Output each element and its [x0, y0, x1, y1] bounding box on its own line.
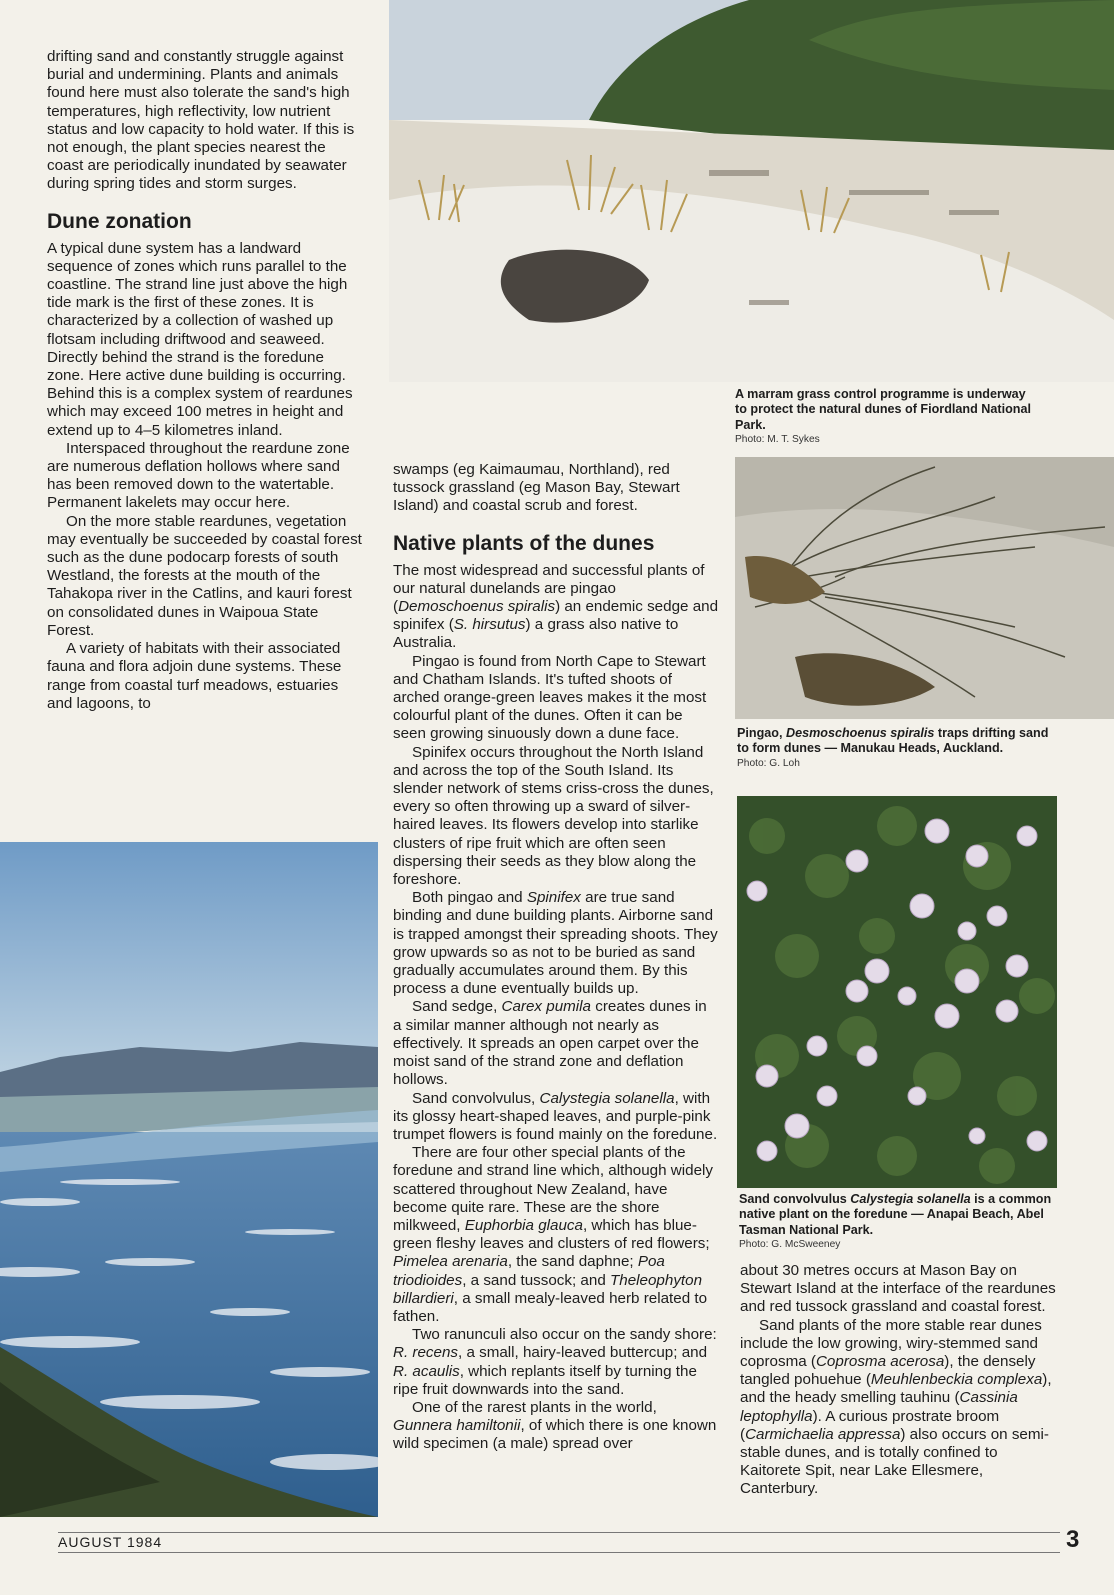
species-name: S. hirsutus — [453, 616, 526, 634]
paragraph — [393, 562, 719, 653]
marram-dunes-image — [389, 0, 1114, 382]
text-run: One of the rarest plants in the world, — [412, 1398, 657, 1416]
species-name: Calystegia solanella — [850, 1192, 971, 1206]
text-run: Pingao, — [737, 726, 786, 740]
pingao-image — [735, 457, 1114, 719]
species-name: Carex pumila — [501, 998, 591, 1016]
photo-credit: Photo: G. Loh — [737, 757, 800, 769]
paragraph: Interspaced throughout the reardune zone are numerous deflation hollows where sand has been removed down to the watertable. Permanent lakelets may occur here. — [47, 439, 350, 512]
footer-date: AUGUST 1984 — [58, 1534, 163, 1550]
paragraph — [393, 998, 719, 1089]
text-run: Sand plants of the more stable rear dunes include the low growing, wiry-stemmed sand coprosma ( — [740, 1316, 1042, 1371]
text-run: Sand sedge, — [412, 998, 502, 1016]
photo-credit: Photo: M. T. Sykes — [735, 434, 820, 446]
species-name: Desmoschoenus spiralis — [785, 726, 935, 740]
text-run: ), and the heady smelling tauhinu ( — [740, 1371, 1052, 1407]
paragraph: A variety of habitats with their associated fauna and flora adjoin dune systems. These range from coastal turf meadows, estuaries and lagoons, to — [47, 640, 342, 712]
species-name: Euphorbia glauca — [464, 1216, 583, 1234]
species-name: Gunnera hamiltonii — [393, 1417, 521, 1435]
text-run: Both pingao and — [412, 889, 527, 907]
text-run: The most widespread and successful plants of our natural dunelands are pingao ( — [393, 561, 705, 616]
photo-pingao — [735, 457, 1114, 719]
paragraph — [393, 1399, 719, 1454]
photo-marram-dunes — [389, 0, 1114, 382]
text-run: ) also occurs on semi-stable dunes, and is totally confined to Kaitorete Spit, near Lake Ellesmere, Canterbury. — [740, 1425, 1049, 1498]
paragraph — [393, 889, 719, 998]
text-run: Sand convolvulus, — [412, 1089, 540, 1107]
heading-dune-zonation: Dune zonation — [47, 209, 192, 233]
photo-coastline-aerial — [0, 842, 378, 1517]
paragraph: Spinifex occurs throughout the North Island and across the top of the South Island. Its slender network of stems criss-cross the dunes, every so often throwing up a sward of silver-haired leaves. Its flowers develop into starlike clusters of ripe fruit which are often seen dispersing their seeds as they blow along the foreshore. — [393, 743, 714, 889]
paragraph: about 30 metres occurs at Mason Bay on Stewart Island at the interface of the reardunes and red tussock grassland and coastal forest. — [740, 1262, 1056, 1316]
text-run: ) a grass also native to Australia. — [393, 616, 679, 652]
heading-native-plants: Native plants of the dunes — [393, 531, 655, 555]
text-run: Two ranunculi also occur on the sandy shore: — [412, 1326, 717, 1344]
species-name: Carmichaelia appressa — [745, 1425, 901, 1443]
paragraph: A typical dune system has a landward sequence of zones which runs parallel to the coastline. The strand line just above the high tide mark is the first of these zones. It is characterized by a collection of washed up flotsam including driftwood and seaweed. Directly behind the strand is the foredune zone. Here active dune building is occurring. Behind this is a complex system of reardunes which may exceed 100 metres in height and extend up to 4–5 kilometres inland. — [47, 239, 353, 439]
coastline-image — [0, 842, 378, 1517]
photo-credit: Photo: G. McSweeney — [739, 1239, 841, 1251]
text-run: are true sand binding and dune building plants. Airborne sand is trapped amongst their spreading shoots. They grow upwards so as not to be buried as sand gradually accumulates around them. By this process a dune eventually builds up. — [393, 889, 718, 998]
column-3 — [740, 1262, 1062, 1499]
paragraph: On the more stable reardunes, vegetation may eventually be succeeded by coastal forest such as the dune podocarp forests of south Westland, the forests at the mouth of the Tahakopa river in the Catlins, and kauri forest on consolidated dunes in Waipoua State Forest. — [47, 512, 362, 639]
text-run: , of which there is one known wild specimen (a male) spread over — [393, 1417, 717, 1453]
paragraph: swamps (eg Kaimaumau, Northland), red tussock grassland (eg Mason Bay, Stewart Island) and coastal scrub and forest. — [393, 461, 680, 515]
paragraph: Pingao is found from North Cape to Stewart and Chatham Islands. It's tufted shoots of arched orange-green leaves makes it the most colourful plant of the dunes. Often it can be seen growing sinuously down a dune face. — [393, 652, 707, 743]
species-name: Poa triodioides — [393, 1253, 665, 1289]
photo-sand-convolvulus — [737, 796, 1057, 1188]
text-run: creates dunes in a similar manner although not nearly as effectively. It spreads an open carpet over the moist sand of the strand zone and deflation hollows. — [393, 998, 707, 1089]
caption-text: A marram grass control programme is underway to protect the natural dunes of Fiordland National Park. — [735, 387, 1031, 432]
caption-marram — [735, 387, 1035, 447]
caption-convolvulus — [739, 1192, 1064, 1252]
text-run: , with its glossy heart-shaped leaves, and purple-pink trumpet flowers is found mainly on the foredune. — [393, 1089, 718, 1143]
text-run: , a sand tussock; and — [462, 1271, 610, 1289]
species-name: Cassinia leptophylla — [740, 1389, 1018, 1425]
text-run: is a common native plant on the foredune — Anapai Beach, Abel Tasman National Park. — [739, 1192, 1052, 1237]
text-run: traps drifting sand to form dunes — Manukau Heads, Auckland. — [737, 726, 1049, 756]
text-run: , which has blue-green fleshy leaves and clusters of red flowers; — [393, 1216, 710, 1253]
page-number: 3 — [1066, 1526, 1080, 1553]
text-run: ), the densely tangled pohuehue ( — [740, 1353, 1036, 1389]
species-name: Coprosma acerosa — [815, 1353, 945, 1371]
species-name: Theleophyton billardieri — [393, 1271, 703, 1307]
species-name: Meuhlenbeckia complexa — [870, 1371, 1043, 1389]
text-run: , the sand daphne; — [507, 1253, 638, 1271]
species-name: Pimelea arenaria — [393, 1253, 508, 1271]
column-1 — [47, 48, 365, 713]
species-name: Demoschoenus spiralis — [398, 598, 556, 616]
species-name: Spinifex — [526, 889, 581, 907]
paragraph — [393, 1144, 719, 1326]
paragraph — [740, 1317, 1062, 1499]
convolvulus-image — [737, 796, 1057, 1188]
species-name: R. acaulis — [393, 1362, 460, 1380]
text-run: , which replants itself by turning the ripe fruit downwards into the sand. — [393, 1362, 697, 1398]
footer-rule — [58, 1532, 1060, 1533]
text-run: There are four other special plants of the foredune and strand line which, although widely scattered throughout New Zealand, have become quite rare. These are the shore milkweed, — [393, 1144, 713, 1234]
species-name: Calystegia solanella — [539, 1089, 675, 1107]
text-run: ) an endemic sedge and spinifex ( — [393, 598, 719, 634]
paragraph: drifting sand and constantly struggle against burial and undermining. Plants and animals found here must also tolerate the sand's high temperatures, high reflectivity, low nutrient status and low capacity to hold water. If this is not enough, the plant species nearest the coast are periodically inundated by seawater during spring tides and storm surges. — [47, 48, 355, 193]
text-run: , a small, hairy-leaved buttercup; and — [458, 1344, 708, 1362]
species-name: R. recens — [393, 1344, 458, 1362]
text-run: Sand convolvulus — [739, 1192, 851, 1206]
footer-rule — [58, 1552, 1060, 1553]
column-2 — [393, 461, 719, 1454]
paragraph — [393, 1090, 719, 1145]
text-run: , a small mealy-leaved herb related to fathen. — [393, 1289, 708, 1325]
caption-pingao — [737, 726, 1062, 771]
text-run: ). A curious prostrate broom ( — [740, 1407, 1000, 1443]
paragraph — [393, 1326, 719, 1399]
